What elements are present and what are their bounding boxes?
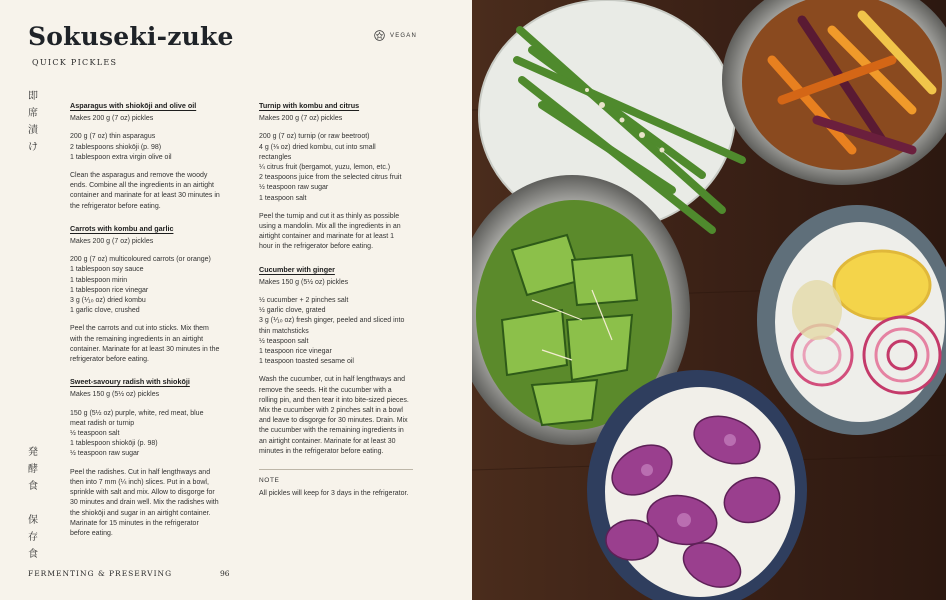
ingredient-line: 1 garlic clove, crushed (70, 307, 140, 315)
kanji-glyph: 食 (28, 481, 38, 492)
pickles-photo-illustration (472, 0, 946, 600)
ingredient-line: 200 g (7 oz) multicoloured carrots (or orange) (70, 256, 211, 264)
ingredient-line: ¼ citrus fruit (bergamot, yuzu, lemon, etc.) (259, 164, 391, 172)
recipe-yield: Makes 150 g (5½ oz) pickles (259, 278, 349, 286)
recipe-yield: Makes 200 g (7 oz) pickles (259, 115, 343, 123)
recipe-method: Peel the turnip and cut it as thinly as possible using a mandolin. Mix all the ingredients in an airtight container and marinate for at least 1 hour in the refrigerator before eating. (259, 212, 401, 251)
ingredient-line: 1 tablespoon soy sauce (70, 266, 144, 274)
recipe-title: Cucumber with ginger (259, 264, 335, 274)
ingredient-line: 3 g (⅒ oz) fresh ginger, peeled and sliced into thin matchsticks (259, 317, 405, 335)
ingredient-line: 3 g (⅒ oz) dried kombu (70, 297, 146, 305)
ingredient-line: ½ cucumber + 2 pinches salt (259, 297, 349, 305)
right-column (259, 101, 409, 500)
recipe-method: Peel the radishes. Cut in half lengthways and then into 7 mm (¼ inch) slices. Put in a bowl, sprinkle with salt and mix. Allow to disgorge for 30 minutes and drain well. Mix the radishes with the shiokōji and sugar in an airtight container. Marinate for 15 minutes in the refrigerator before eating. (70, 468, 219, 537)
recipe-yield: Makes 200 g (7 oz) pickles (70, 238, 154, 246)
recipe-method: Peel the carrots and cut into sticks. Mix them with the remaining ingredients in an airtight container. Marinate for at least 30 minutes in the refrigerator before eating. (70, 325, 220, 364)
pickles-photo (472, 0, 946, 600)
recipe-title: Turnip with kombu and citrus (259, 101, 360, 110)
kanji-glyph: 保 (28, 515, 38, 526)
page-number: 96 (220, 569, 230, 578)
ingredient-line: 1 teaspoon rice vinegar (259, 348, 332, 356)
note-label: NOTE (259, 477, 280, 485)
note-text: All pickles will keep for 3 days in the refrigerator. (259, 490, 409, 498)
recipe-block (70, 101, 220, 212)
recipe-method: Clean the asparagus and remove the woody ends. Combine all the ingredients in an airtight container and marinate for at least 30 minutes in the refrigerator before eating. (70, 172, 220, 210)
recipe-block (259, 101, 409, 253)
ingredient-line: 4 g (⅛ oz) dried kombu, cut into small rectangles (259, 143, 376, 161)
ingredient-line: ½ teaspoon salt (70, 430, 120, 438)
recipe-method: Wash the cucumber, cut in half lengthways and remove the seeds. Hit the cucumber with a rolling pin, and then tear it into bite-sized pieces. Mix the cucumber with 2 pinches salt in a bowl and leave to disgorge for 30 minutes. Drain. Mix the cucumber with the remaining ingredients in an airtight container. Marinate for at least 30 minutes in the refrigerator before eating. (259, 376, 409, 455)
recipe-title: Asparagus with shiokōji and olive oil (70, 101, 197, 110)
kanji-glyph: 漬 (28, 125, 38, 136)
recipe-block (259, 265, 409, 457)
recipe-yield: Makes 150 g (5½ oz) pickles (70, 391, 160, 399)
ingredient-line: 2 teaspoons juice from the selected citrus fruit (259, 174, 402, 182)
left-column (70, 101, 220, 551)
kanji-bottom (27, 444, 39, 563)
ingredient-line: 1 teaspoon salt (259, 194, 307, 202)
section-footer: FERMENTING & PRESERVING (28, 569, 173, 578)
recipe-yield: Makes 200 g (7 oz) pickles (70, 115, 154, 123)
vegan-leaf-icon (374, 30, 385, 41)
ingredient-line: 200 g (7 oz) turnip (or raw beetroot) (259, 133, 370, 141)
ingredient-line: 1 tablespoon mirin (70, 276, 128, 284)
kanji-glyph: 酵 (28, 464, 38, 475)
recipe-block (70, 377, 220, 539)
ingredient-line: ½ teaspoon raw sugar (259, 184, 329, 192)
note-divider (259, 469, 413, 470)
recipe-block (70, 224, 220, 365)
page-title: Sokuseki-zuke (28, 22, 234, 51)
ingredient-line: 1 teaspoon toasted sesame oil (259, 358, 354, 366)
recipe-title: Carrots with kombu and garlic (70, 223, 174, 233)
kanji-glyph: 席 (28, 108, 38, 119)
page-subtitle: QUICK PICKLES (32, 58, 118, 67)
kanji-glyph: け (28, 142, 38, 153)
kanji-top (27, 88, 39, 156)
vegan-label: VEGAN (390, 32, 418, 39)
kanji-glyph: 食 (28, 549, 38, 560)
ingredient-line: 150 g (5½ oz) purple, white, red meat, blue meat radish or turnip (70, 409, 204, 427)
ingredient-line: ½ teaspoon salt (259, 337, 309, 345)
ingredient-line: ½ teaspoon raw sugar (70, 450, 140, 458)
recipe-title: Sweet-savoury radish with shiokōji (70, 377, 190, 387)
vegan-badge (374, 30, 417, 41)
ingredient-line: ½ garlic clove, grated (259, 307, 326, 315)
ingredient-line: 1 tablespoon shiokōji (p. 98) (70, 440, 158, 448)
ingredient-line: 2 tablespoons shiokōji (p. 98) (70, 143, 162, 151)
kanji-glyph: 発 (28, 447, 38, 458)
ingredient-line: 1 tablespoon extra virgin olive oil (70, 153, 172, 161)
kanji-glyph (27, 495, 39, 512)
kanji-glyph: 存 (28, 532, 38, 543)
ingredient-line: 200 g (7 oz) thin asparagus (70, 133, 156, 141)
kanji-glyph: 即 (28, 91, 38, 102)
recipe-page (0, 0, 472, 600)
ingredient-line: 1 tablespoon rice vinegar (70, 286, 149, 294)
